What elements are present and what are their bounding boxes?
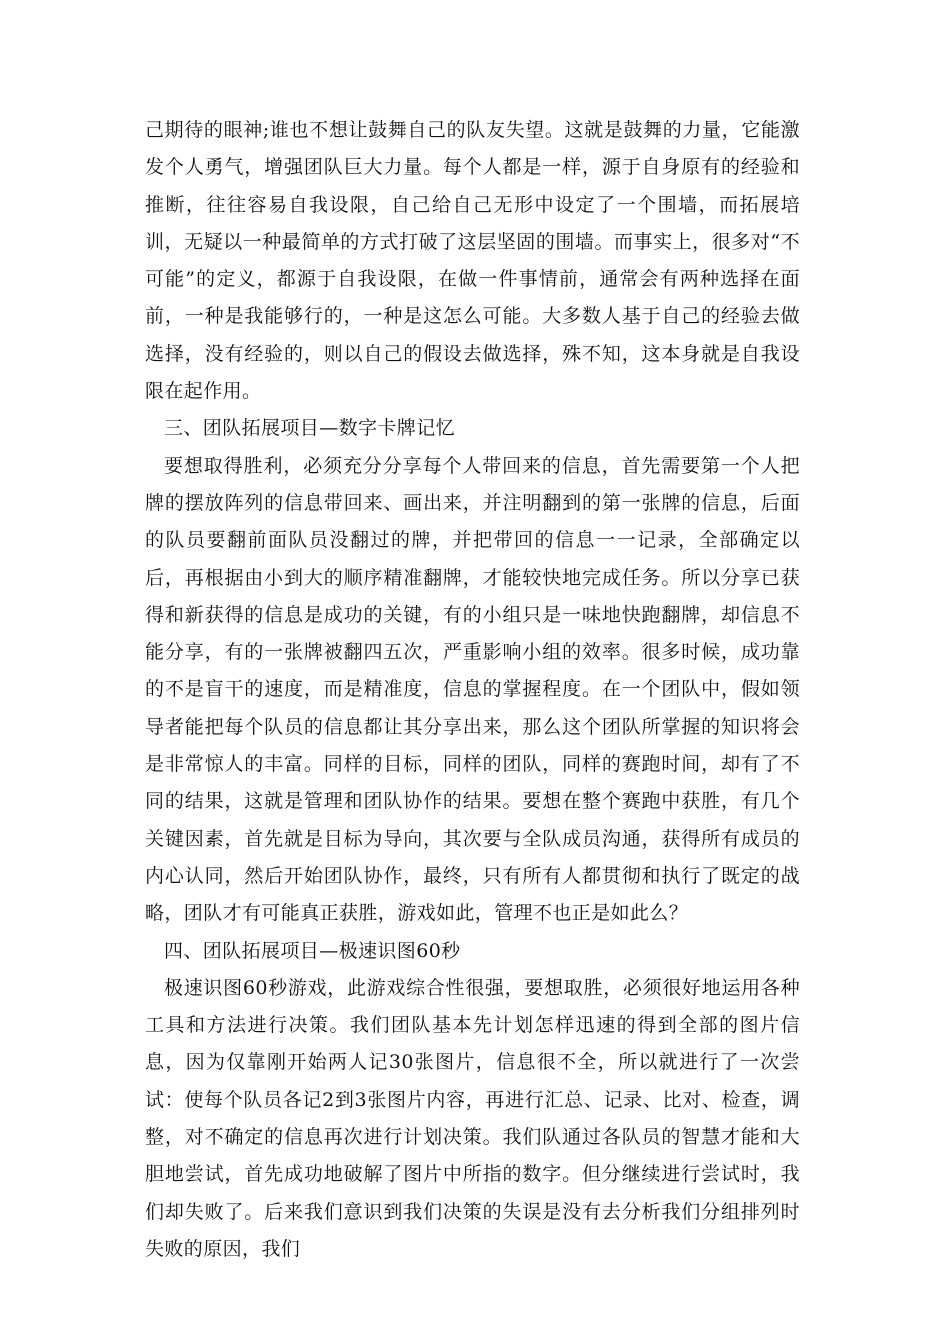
- document-body: [145, 112, 800, 1268]
- section-heading-3: 三、团队拓展项目—数字卡牌记忆: [164, 417, 456, 440]
- paragraph-continuation: 己期待的眼神;谁也不想让鼓舞自己的队友失望。这就是鼓舞的力量，它能激发个人勇气，增强团队巨大力量。每个人都是一样，源于自身原有的经验和推断，往往容易自我设限，自己给自己无形中设定了一个围墙，而拓展培训，无疑以一种最简单的方式打破了这层坚固的围墙。而事实上，很多对“不可能”的定义，都源于自我设限，在做一件事情前，通常会有两种选择在面前，一种是我能够行的，一种是这怎么可能。大多数人基于自己的经验去做选择，没有经验的，则以自己的假设去做选择，殊不知，这本身就是自我设限在起作用。: [145, 119, 800, 403]
- paragraph-section-3: 要想取得胜利，必须充分分享每个人带回来的信息，首先需要第一个人把牌的摆放阵列的信息带回来、画出来，并注明翻到的第一张牌的信息，后面的队员要翻前面队员没翻过的牌，并把带回的信息一一记录，全部确定以后，再根据由小到大的顺序精准翻牌，才能较快地完成任务。所以分享已获得和新获得的信息是成功的关键，有的小组只是一味地快跑翻牌，却信息不能分享，有的一张牌被翻四五次，严重影响小组的效率。很多时候，成功靠的不是盲干的速度，而是精准度，信息的掌握程度。在一个团队中，假如领导者能把每个队员的信息都让其分享出来，那么这个团队所掌握的知识将会是非常惊人的丰富。同样的目标，同样的团队，同样的赛跑时间，却有了不同的结果，这就是管理和团队协作的结果。要想在整个赛跑中获胜，有几个关键因素，首先就是目标为导向，其次要与全队成员沟通，获得所有成员的内心认同，然后开始团队协作，最终，只有所有人都贯彻和执行了既定的战略，团队才有可能真正获胜，游戏如此，管理不也正是如此么？: [145, 454, 800, 925]
- section-heading-4: 四、团队拓展项目—极速识图60秒: [164, 939, 461, 962]
- paragraph-section-4: 极速识图60秒游戏，此游戏综合性很强，要想取胜，必须很好地运用各种工具和方法进行决策。我们团队基本先计划怎样迅速的得到全部的图片信息，因为仅靠刚开始两人记30张图片，信息很不全，所以就进行了一次尝试：使每个队员各记2到3张图片内容，再进行汇总、记录、比对、检查，调整，对不确定的信息再次进行计划决策。我们队通过各队员的智慧才能和大胆地尝试，首先成功地破解了图片中所指的数字。但分继续进行尝试时，我们却失败了。后来我们意识到我们决策的失误是没有去分析我们分组排列时失败的原因，我们: [145, 976, 800, 1260]
